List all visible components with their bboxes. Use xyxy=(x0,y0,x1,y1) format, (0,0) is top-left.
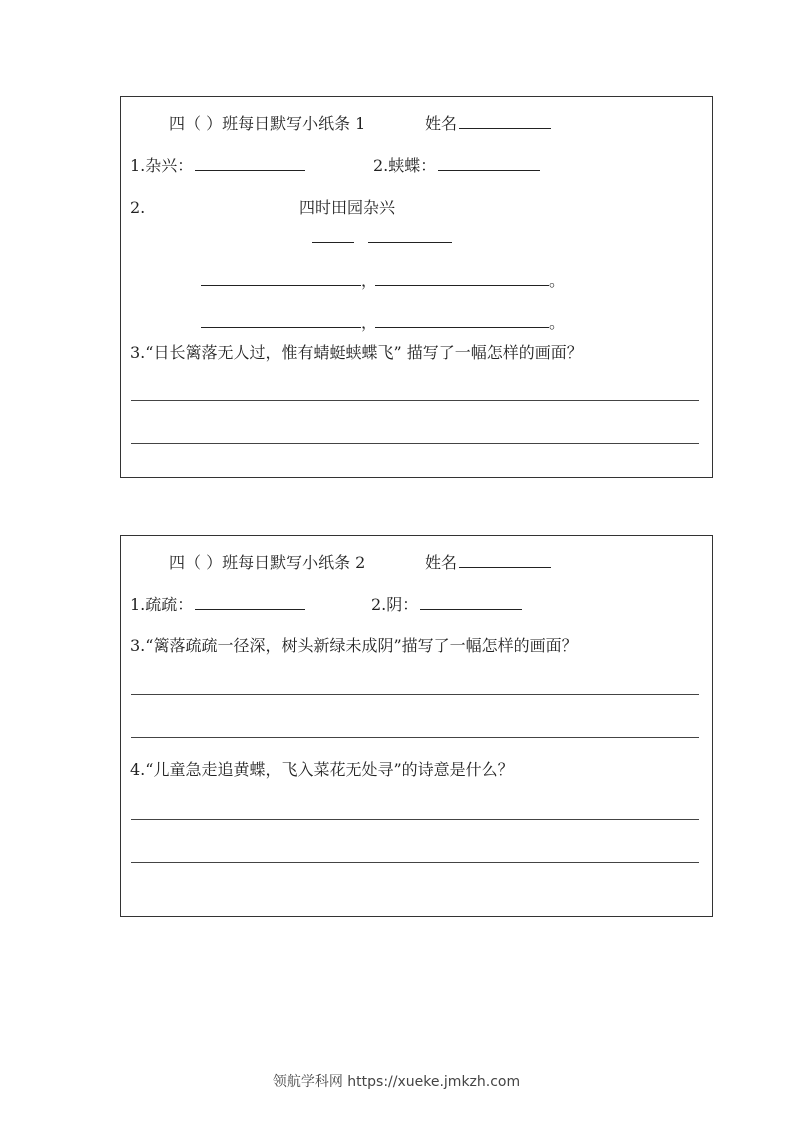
question-4: 4.“儿童急走追黄蝶，飞入菜花无处寻”的诗意是什么？ xyxy=(130,760,514,779)
name-field xyxy=(425,553,551,573)
question-1b-text: 2.阴： xyxy=(371,595,419,614)
question-1b-text: 2.蛱蝶： xyxy=(373,156,437,175)
answer-blank[interactable] xyxy=(438,156,540,171)
card-title xyxy=(169,553,365,573)
poem-line-blank[interactable] xyxy=(201,285,361,286)
card-title-text: 四（ ）班每日默写小纸条 1 xyxy=(169,114,366,133)
name-field xyxy=(425,114,551,134)
answer-blank[interactable] xyxy=(420,595,522,610)
answer-line[interactable] xyxy=(131,737,699,738)
name-label: 姓名 xyxy=(425,114,458,133)
dictation-card-1 xyxy=(120,96,713,478)
name-blank[interactable] xyxy=(459,114,551,129)
answer-line[interactable] xyxy=(131,694,699,695)
question-2-number: 2. xyxy=(130,198,146,217)
dictation-card-2 xyxy=(120,535,713,917)
comma-mark: ， xyxy=(361,313,378,332)
footer-source: 领航学科网 https://xueke.jmkzh.com xyxy=(272,1074,521,1090)
question-3: 3.“篱落疏疏一径深，树头新绿未成阴”描写了一幅怎样的画面？ xyxy=(130,636,578,655)
question-1a xyxy=(130,595,305,615)
answer-blank[interactable] xyxy=(195,156,305,171)
period-mark: 。 xyxy=(549,271,566,290)
answer-line[interactable] xyxy=(131,443,699,444)
answer-line[interactable] xyxy=(131,862,699,863)
question-1a xyxy=(130,156,305,176)
dynasty-blank[interactable] xyxy=(312,242,354,243)
name-blank[interactable] xyxy=(459,553,551,568)
answer-blank[interactable] xyxy=(195,595,305,610)
name-label: 姓名 xyxy=(425,553,458,572)
question-1a-text: 1.杂兴： xyxy=(130,156,194,175)
question-1b xyxy=(373,156,540,176)
period-mark: 。 xyxy=(549,313,566,332)
question-3: 3.“日长篱落无人过，惟有蜻蜓蛱蝶飞” 描写了一幅怎样的画面？ xyxy=(130,343,583,362)
question-1a-text: 1.疏疏： xyxy=(130,595,194,614)
card-title-text: 四（ ）班每日默写小纸条 2 xyxy=(169,553,366,572)
answer-line[interactable] xyxy=(131,819,699,820)
question-1b xyxy=(371,595,522,615)
card-title xyxy=(169,114,365,134)
poem-title: 四时田园杂兴 xyxy=(299,198,396,217)
poem-line-blank[interactable] xyxy=(375,285,549,286)
poem-line-blank[interactable] xyxy=(201,327,361,328)
answer-line[interactable] xyxy=(131,400,699,401)
poem-line-blank[interactable] xyxy=(375,327,549,328)
comma-mark: ， xyxy=(361,271,378,290)
author-blank[interactable] xyxy=(368,242,452,243)
